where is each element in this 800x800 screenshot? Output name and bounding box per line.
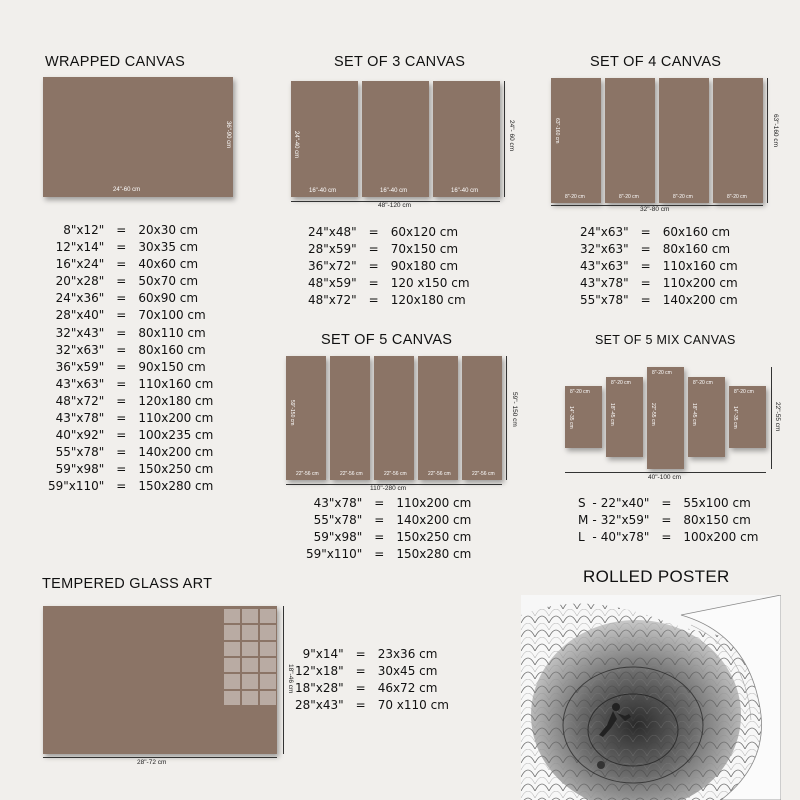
size-cm: 60x90 cm xyxy=(138,291,199,306)
rolled-poster-illustration xyxy=(521,595,781,800)
glass-width-label: 28"-72 cm xyxy=(137,759,167,766)
size-in: 43"x63" xyxy=(55,376,105,391)
size-eq: = xyxy=(116,428,127,443)
size-row xyxy=(48,273,213,290)
size-eq: = xyxy=(116,274,127,289)
size-cm: 100x200 cm xyxy=(683,530,759,545)
size-row xyxy=(306,546,471,563)
size-row xyxy=(48,461,213,478)
wrapped-width-label: 24"-60 cm xyxy=(113,187,141,193)
set5-total-width-label: 110"-280 cm xyxy=(370,485,407,492)
size-eq: = xyxy=(116,223,127,237)
size-row xyxy=(48,427,213,444)
size-label: M xyxy=(578,513,589,528)
glass-tile xyxy=(242,642,258,656)
set3-size-table xyxy=(308,224,470,309)
size-eq: = xyxy=(116,393,127,408)
size-row xyxy=(48,222,213,239)
size-cm: 100x235 cm xyxy=(138,428,214,443)
mix5-panel-3 xyxy=(647,367,684,469)
size-eq: = xyxy=(661,496,672,510)
size-eq: = xyxy=(116,308,127,323)
glass-tile xyxy=(242,674,258,688)
glass-tile xyxy=(224,609,240,623)
mix5-panel-2-width-label: 8"-20 cm xyxy=(611,380,631,386)
set5-panel-height-label: 59"-150 cm xyxy=(289,400,295,426)
set4-panel-3 xyxy=(659,78,709,203)
mix5-total-width-line xyxy=(565,472,766,473)
size-eq: = xyxy=(374,530,385,545)
size-cm: 46x72 cm xyxy=(377,681,438,696)
size-row xyxy=(308,258,470,275)
set5-panel-2 xyxy=(330,356,370,480)
size-in: 59"x110" xyxy=(306,547,363,562)
size-eq: = xyxy=(355,681,366,696)
size-cm: 80x160 cm xyxy=(662,242,731,257)
set3-panel-2-width-label: 16"-40 cm xyxy=(380,188,408,194)
set5-panel-1 xyxy=(286,356,326,480)
glass-tile xyxy=(260,625,276,639)
glass-tile xyxy=(242,609,258,623)
glass-height-line xyxy=(283,606,284,754)
size-row xyxy=(48,478,213,495)
set4-panel-height-label: 63"-160 cm xyxy=(554,118,560,144)
size-row xyxy=(306,512,471,529)
size-row xyxy=(295,646,449,663)
size-row xyxy=(295,663,449,680)
set4-size-table xyxy=(580,224,738,309)
size-cm: 120x180 cm xyxy=(138,393,214,408)
set5-panel-4-width-label: 22"-56 cm xyxy=(428,471,451,477)
size-eq: = xyxy=(355,664,366,679)
size-eq: = xyxy=(640,293,651,308)
size-cm: 80x160 cm xyxy=(138,342,206,357)
size-in: 18"x28" xyxy=(295,681,344,696)
size-in: 40"x78" xyxy=(600,530,650,545)
size-cm: 110x200 cm xyxy=(138,411,214,426)
size-cm: 150x250 cm xyxy=(138,462,214,477)
size-eq: = xyxy=(368,259,379,274)
size-cm: 80x150 cm xyxy=(683,513,751,528)
glass-tile xyxy=(260,691,276,705)
set4-title: SET OF 4 CANVAS xyxy=(590,54,722,70)
size-in: 48"x72" xyxy=(308,293,357,308)
glass-tile xyxy=(242,658,258,672)
set3-panel-1-width-label: 16"-40 cm xyxy=(309,188,337,194)
size-dash: - xyxy=(592,530,597,545)
size-eq: = xyxy=(374,513,385,528)
size-cm: 20x30 cm xyxy=(138,223,199,237)
mix5-total-height-label: 22"-55 cm xyxy=(774,402,781,432)
wrapped-canvas-title: WRAPPED CANVAS xyxy=(45,54,186,70)
set5-panel-4 xyxy=(418,356,458,480)
size-row xyxy=(580,224,738,241)
size-eq: = xyxy=(661,513,672,528)
size-cm: 50x70 cm xyxy=(138,274,199,289)
size-eq: = xyxy=(116,359,127,374)
size-cm: 30x45 cm xyxy=(377,664,438,679)
glass-tile xyxy=(260,674,276,688)
size-cm: 140x200 cm xyxy=(138,445,214,460)
size-row xyxy=(308,292,470,309)
size-in: 24"x63" xyxy=(580,225,629,239)
size-cm: 30x35 cm xyxy=(138,240,199,255)
mix5-panel-1-width-label: 8"-20 cm xyxy=(570,389,590,395)
size-cm: 150x280 cm xyxy=(138,479,214,494)
set3-total-width-label: 48"-120 cm xyxy=(378,202,412,209)
size-in: 36"x59" xyxy=(55,359,105,374)
size-label: L xyxy=(578,530,585,545)
size-eq: = xyxy=(640,259,651,274)
size-row xyxy=(48,393,213,410)
mix5-panel-2-height-label: 18"-45 cm xyxy=(609,403,615,426)
size-row xyxy=(48,376,213,393)
size-in: 59"x98" xyxy=(55,462,105,477)
size-row xyxy=(48,325,213,342)
size-eq: = xyxy=(116,325,127,340)
glass-tile xyxy=(224,691,240,705)
size-in: 12"x14" xyxy=(55,240,105,255)
size-row xyxy=(295,697,449,714)
glass-tile xyxy=(224,674,240,688)
mix5-panel-3-width-label: 8"-20 cm xyxy=(652,370,672,376)
mix5-size-table xyxy=(578,495,758,546)
size-row xyxy=(578,529,758,546)
size-in: 28"x43" xyxy=(295,698,344,713)
size-in: 36"x72" xyxy=(308,259,357,274)
glass-tile xyxy=(260,658,276,672)
size-in: 12"x18" xyxy=(295,664,344,679)
glass-tile xyxy=(224,642,240,656)
size-row xyxy=(578,512,758,529)
size-cm: 55x100 cm xyxy=(683,496,751,510)
set5-panel-2-width-label: 22"-56 cm xyxy=(340,471,363,477)
size-eq: = xyxy=(116,257,127,272)
set5-panel-5-width-label: 22"-56 cm xyxy=(472,471,495,477)
size-in: 20"x28" xyxy=(55,274,105,289)
size-cm: 140x200 cm xyxy=(662,293,738,308)
mix5-title: SET OF 5 MIX CANVAS xyxy=(595,333,736,347)
size-dash: - xyxy=(592,513,597,528)
size-in: 40"x92" xyxy=(55,428,105,443)
size-in: 59"x110" xyxy=(48,479,105,494)
size-cm: 70 x110 cm xyxy=(377,698,449,713)
size-cm: 150x250 cm xyxy=(396,530,472,545)
size-in: 32"x43" xyxy=(55,325,105,340)
size-row xyxy=(306,529,471,546)
size-eq: = xyxy=(355,647,366,661)
size-row xyxy=(48,256,213,273)
set5-panel-3-width-label: 22"-56 cm xyxy=(384,471,407,477)
size-row xyxy=(578,495,758,512)
size-cm: 80x110 cm xyxy=(138,325,206,340)
size-row xyxy=(48,290,213,307)
size-eq: = xyxy=(640,276,651,291)
size-in: 9"x14" xyxy=(302,647,344,661)
size-in: 32"x63" xyxy=(580,242,629,257)
size-eq: = xyxy=(640,242,651,257)
mix5-panel-5-width-label: 8"-20 cm xyxy=(734,389,754,395)
size-eq: = xyxy=(368,225,379,239)
set4-panel-2-width-label: 8"-20 cm xyxy=(619,194,639,200)
size-row xyxy=(580,275,738,292)
size-dash: - xyxy=(592,496,597,510)
mix5-panel-1 xyxy=(565,386,602,448)
size-row xyxy=(580,292,738,309)
set4-panel-1-width-label: 8"-20 cm xyxy=(565,194,585,200)
glass-tile xyxy=(242,625,258,639)
size-eq: = xyxy=(355,698,366,713)
mix5-panel-3-height-label: 22"-55 cm xyxy=(650,403,656,426)
glass-size-table xyxy=(295,646,449,714)
size-cm: 150x280 cm xyxy=(396,547,472,562)
set4-total-height-line xyxy=(767,78,768,203)
size-cm: 70x100 cm xyxy=(138,308,206,323)
size-row xyxy=(48,307,213,324)
size-eq: = xyxy=(116,411,127,426)
size-eq: = xyxy=(661,530,672,545)
size-in: 28"x59" xyxy=(308,242,357,257)
size-cm: 60x120 cm xyxy=(390,225,459,239)
size-cm: 110x160 cm xyxy=(138,376,214,391)
size-in: 48"x59" xyxy=(308,276,357,291)
size-cm: 60x160 cm xyxy=(662,225,731,239)
size-cm: 110x200 cm xyxy=(396,496,472,510)
mix5-total-width-label: 40"-100 cm xyxy=(648,474,682,481)
size-in: 24"x48" xyxy=(308,225,357,239)
size-cm: 140x200 cm xyxy=(396,513,472,528)
size-in: 55"x78" xyxy=(55,445,105,460)
size-row xyxy=(308,224,470,241)
size-in: 32"x59" xyxy=(600,513,650,528)
size-in: 16"x24" xyxy=(55,257,105,272)
size-in: 24"x36" xyxy=(55,291,105,306)
size-eq: = xyxy=(116,240,127,255)
size-eq: = xyxy=(640,225,651,239)
glass-tile xyxy=(260,642,276,656)
size-row xyxy=(580,241,738,258)
size-cm: 23x36 cm xyxy=(377,647,438,661)
set3-total-height-label: 24"- 60 cm xyxy=(508,120,515,152)
wrapped-canvas-panel xyxy=(43,77,233,197)
size-row xyxy=(580,258,738,275)
size-cm: 40x60 cm xyxy=(138,257,199,272)
wrapped-size-table xyxy=(48,222,213,496)
size-in: 55"x78" xyxy=(313,513,363,528)
set3-panel-height-label: 24"-40 cm xyxy=(293,131,299,159)
size-eq: = xyxy=(368,242,379,257)
size-row xyxy=(48,239,213,256)
glass-tile xyxy=(224,625,240,639)
size-in: 28"x40" xyxy=(55,308,105,323)
size-cm: 110x200 cm xyxy=(662,276,738,291)
size-eq: = xyxy=(368,276,379,291)
mix5-panel-4-height-label: 18"-45 cm xyxy=(691,403,697,426)
glass-height-label: 18"-46 cm xyxy=(287,664,294,694)
rolled-poster-image xyxy=(521,595,781,800)
size-row xyxy=(48,342,213,359)
set5-panel-3 xyxy=(374,356,414,480)
set3-title: SET OF 3 CANVAS xyxy=(334,54,466,70)
size-eq: = xyxy=(374,547,385,562)
size-in: 55"x78" xyxy=(580,293,629,308)
mix5-total-height-line xyxy=(771,367,772,469)
size-eq: = xyxy=(116,342,127,357)
set4-panel-1 xyxy=(551,78,601,203)
set3-panel-1 xyxy=(291,81,358,197)
size-in: 59"x98" xyxy=(313,530,363,545)
mix5-panel-4 xyxy=(688,377,725,457)
mix5-panel-5 xyxy=(729,386,766,448)
set3-total-height-line xyxy=(504,81,505,197)
set5-size-table xyxy=(306,495,471,563)
glass-tile xyxy=(242,691,258,705)
size-row xyxy=(48,444,213,461)
size-cm: 90x180 cm xyxy=(390,259,459,274)
set5-panel-1-width-label: 22"-56 cm xyxy=(296,471,319,477)
size-eq: = xyxy=(116,462,127,477)
glass-width-line xyxy=(43,757,277,758)
set5-panel-5 xyxy=(462,356,502,480)
size-cm: 70x150 cm xyxy=(390,242,459,257)
glass-title: TEMPERED GLASS ART xyxy=(42,576,213,592)
poster-title: ROLLED POSTER xyxy=(583,567,730,586)
size-in: 43"x78" xyxy=(580,276,629,291)
set4-panel-2 xyxy=(605,78,655,203)
size-row xyxy=(308,241,470,258)
mix5-panel-5-height-label: 14"-35 cm xyxy=(732,406,738,429)
size-in: 22"x40" xyxy=(600,496,650,510)
set5-total-height-label: 59"- 150 cm xyxy=(511,392,518,427)
glass-tile xyxy=(224,658,240,672)
size-eq: = xyxy=(116,376,127,391)
set5-total-height-line xyxy=(506,356,507,480)
set3-panel-3 xyxy=(433,81,500,197)
size-in: 43"x78" xyxy=(313,496,363,510)
set3-panel-3-width-label: 16"-40 cm xyxy=(451,188,479,194)
size-eq: = xyxy=(116,479,127,494)
size-row xyxy=(306,495,471,512)
glass-tile xyxy=(260,609,276,623)
size-in: 43"x78" xyxy=(55,411,105,426)
size-row xyxy=(295,680,449,697)
size-row xyxy=(48,359,213,376)
glass-reflection-grid xyxy=(224,609,276,705)
set4-panel-4 xyxy=(713,78,763,203)
size-in: 48"x72" xyxy=(55,393,105,408)
mix5-panel-4-width-label: 8"-20 cm xyxy=(693,380,713,386)
size-row xyxy=(48,410,213,427)
size-eq: = xyxy=(116,445,127,460)
set5-title: SET OF 5 CANVAS xyxy=(321,332,453,348)
mix5-panel-2 xyxy=(606,377,643,457)
set4-panel-4-width-label: 8"-20 cm xyxy=(727,194,747,200)
size-eq: = xyxy=(368,293,379,308)
mix5-panel-1-height-label: 14"-35 cm xyxy=(568,406,574,429)
set4-total-height-label: 63"-160 cm xyxy=(772,114,779,148)
size-label: S xyxy=(578,496,586,510)
size-cm: 120x180 cm xyxy=(390,293,466,308)
size-cm: 90x150 cm xyxy=(138,359,206,374)
size-in: 43"x63" xyxy=(580,259,629,274)
wrapped-height-label: 36"-90 cm xyxy=(225,121,231,149)
size-eq: = xyxy=(374,496,385,510)
size-eq: = xyxy=(116,291,127,306)
size-in: 32"x63" xyxy=(55,342,105,357)
set4-total-width-label: 32"-80 cm xyxy=(640,206,670,213)
set4-panel-3-width-label: 8"-20 cm xyxy=(673,194,693,200)
set3-panel-2 xyxy=(362,81,429,197)
size-in: 8"x12" xyxy=(63,223,105,237)
size-row xyxy=(308,275,470,292)
size-cm: 110x160 cm xyxy=(662,259,738,274)
size-cm: 120 x150 cm xyxy=(390,276,470,291)
